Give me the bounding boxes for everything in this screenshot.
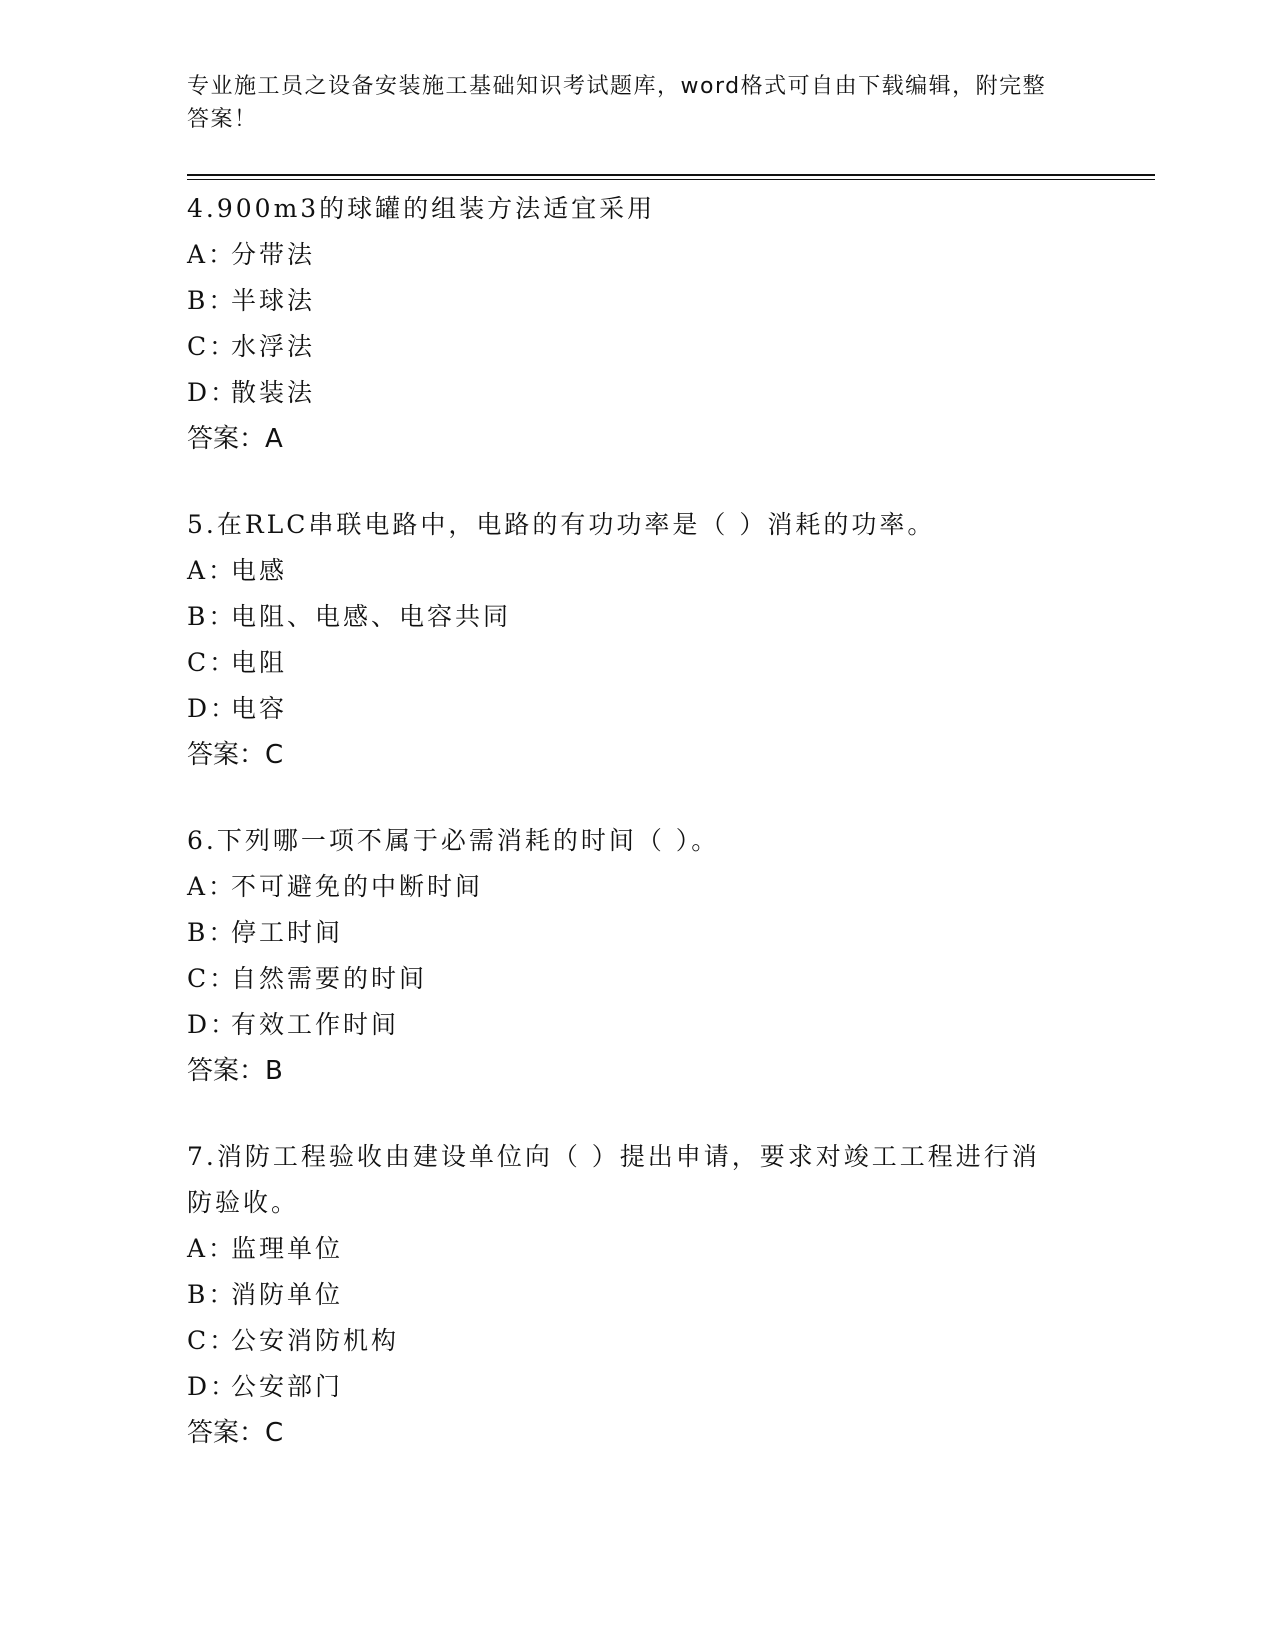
option-d	[187, 370, 1152, 416]
option-text: 有效工作时间	[231, 1010, 400, 1039]
option-a	[187, 864, 1152, 910]
option-key: D：	[187, 1010, 239, 1039]
option-key: C：	[187, 964, 238, 993]
answer-text: 答案：B	[187, 1056, 283, 1086]
option-b	[187, 594, 1152, 640]
option-a	[187, 232, 1152, 278]
option-text: 电阻、电感、电容共同	[231, 602, 512, 631]
option-d	[187, 1002, 1152, 1048]
question-text: 4.900m3的球罐的组装方法适宜采用	[187, 194, 656, 223]
option-key: B：	[187, 602, 237, 631]
option-text: 自然需要的时间	[231, 964, 428, 993]
option-key: A：	[187, 1234, 237, 1263]
option-text: 消防单位	[231, 1280, 344, 1309]
option-c	[187, 640, 1152, 686]
question-text: 6.下列哪一项不属于必需消耗的时间（ ）。	[187, 826, 720, 855]
option-c	[187, 1318, 1152, 1364]
option-key: A：	[187, 872, 237, 901]
option-key: C：	[187, 648, 238, 677]
question-text: 7.消防工程验收由建设单位向（ ）提出申请，要求对竣工工程进行消防验收。	[187, 1142, 1040, 1217]
option-c	[187, 956, 1152, 1002]
option-key: D：	[187, 1372, 239, 1401]
question-list	[187, 186, 1152, 1456]
option-b	[187, 278, 1152, 324]
option-key: A：	[187, 556, 237, 585]
header-text: 专业施工员之设备安装施工基础知识考试题库，word格式可自由下载编辑，附完整答案！	[187, 74, 1047, 132]
option-c	[187, 324, 1152, 370]
question-7	[187, 1134, 1152, 1456]
option-a	[187, 1226, 1152, 1272]
option-text: 公安部门	[231, 1372, 344, 1401]
option-text: 电感	[231, 556, 288, 585]
question-text: 5.在RLC串联电路中，电路的有功功率是（ ）消耗的功率。	[187, 510, 936, 539]
option-text: 电容	[231, 694, 288, 723]
answer-text: 答案：A	[187, 424, 283, 454]
option-text: 不可避免的中断时间	[231, 872, 484, 901]
answer-text: 答案：C	[187, 740, 284, 770]
option-text: 水浮法	[231, 332, 316, 361]
option-text: 电阻	[231, 648, 288, 677]
option-b	[187, 1272, 1152, 1318]
option-text: 分带法	[231, 240, 316, 269]
option-text: 监理单位	[231, 1234, 344, 1263]
option-key: D：	[187, 694, 239, 723]
option-text: 半球法	[231, 286, 316, 315]
option-b	[187, 910, 1152, 956]
option-key: C：	[187, 332, 238, 361]
option-d	[187, 1364, 1152, 1410]
option-key: B：	[187, 286, 237, 315]
option-key: B：	[187, 918, 237, 947]
option-key: D：	[187, 378, 239, 407]
option-text: 散装法	[231, 378, 316, 407]
option-key: B：	[187, 1280, 237, 1309]
question-6	[187, 818, 1152, 1094]
option-key: C：	[187, 1326, 238, 1355]
option-d	[187, 686, 1152, 732]
option-text: 公安消防机构	[231, 1326, 400, 1355]
answer-text: 答案：C	[187, 1418, 284, 1448]
option-text: 停工时间	[231, 918, 344, 947]
document-page	[187, 70, 1152, 1496]
option-a	[187, 548, 1152, 594]
header-divider	[187, 174, 1155, 176]
option-key: A：	[187, 240, 237, 269]
question-4	[187, 186, 1152, 462]
question-5	[187, 502, 1152, 778]
